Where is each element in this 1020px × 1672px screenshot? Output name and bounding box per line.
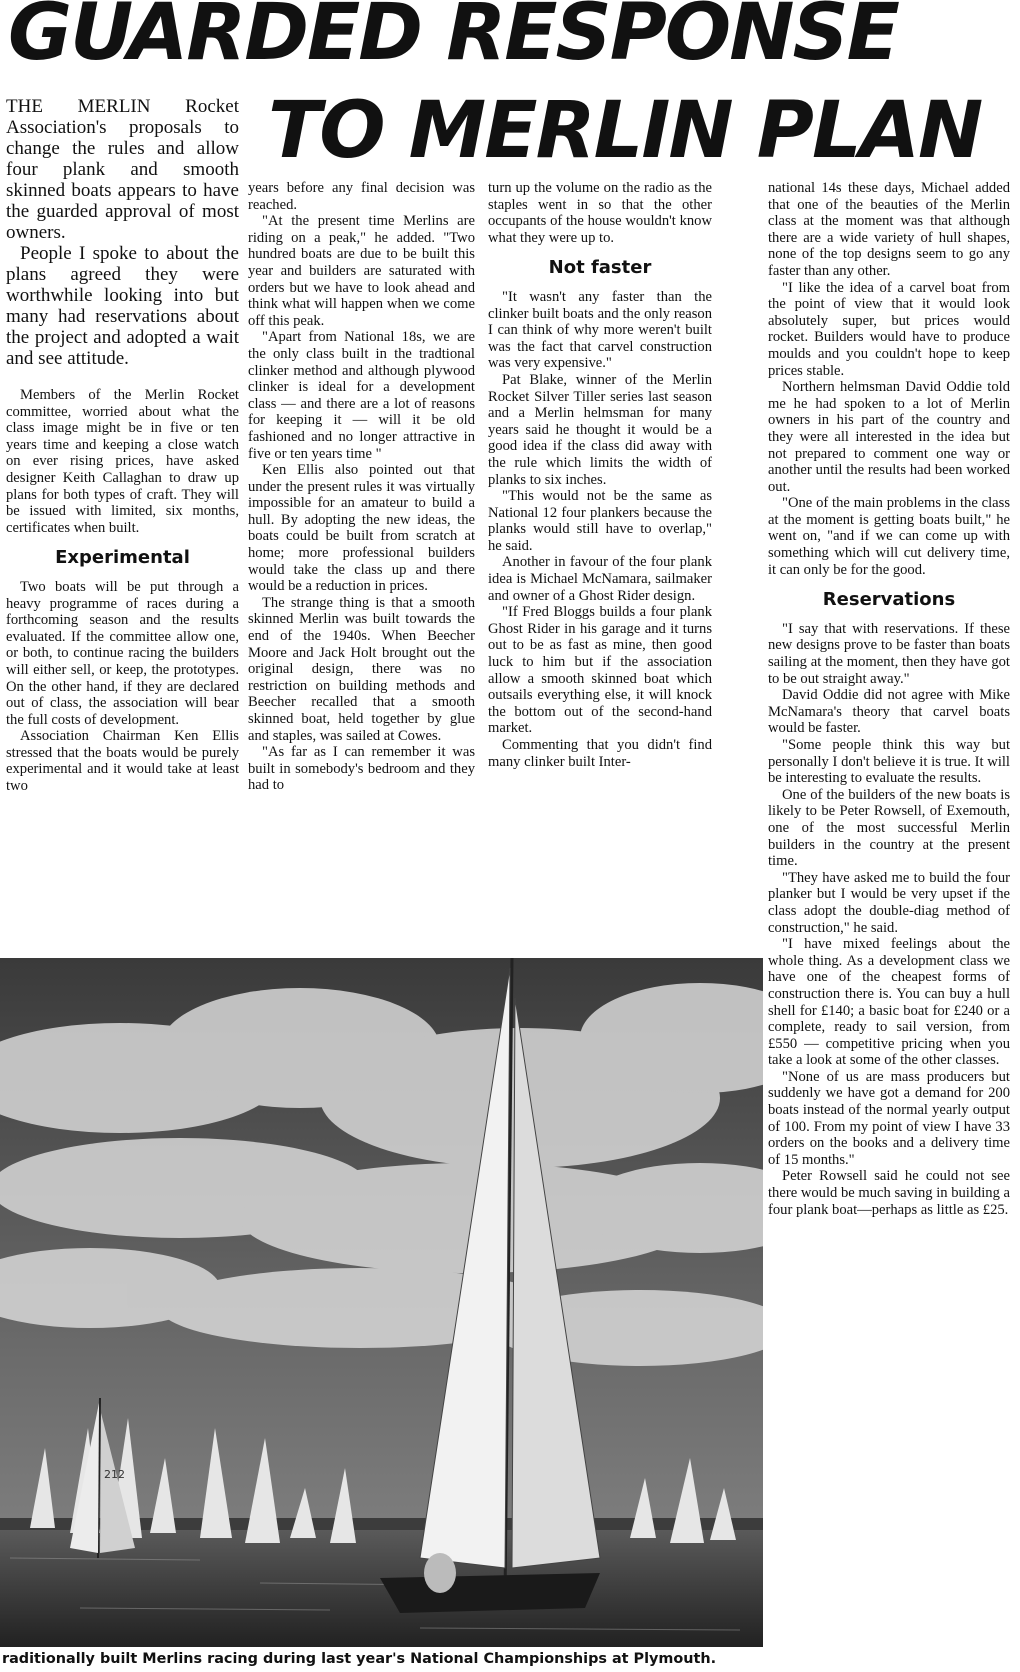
paragraph: turn up the volume on the radio as the staples went in so that the other occupants of the house wouldn't know what they were up to.: [488, 180, 712, 246]
paragraph: "I like the idea of a carvel boat from the point of view that it would look absolutely super, but prices would rocket. Builders would have to produce moulds and you couldn't hope to keep prices stable.: [768, 279, 1010, 379]
paragraph: Two boats will be put through a heavy programme of races during a forthcoming season and the results evaluated. If the committee allow one, or both, to continue racing the builders will either sell, or keep, the prototypes. On the other hand, if they are declared out of class, the association will bear the full costs of development.: [6, 578, 239, 728]
clouds: [0, 983, 763, 1366]
paragraph: "It wasn't any faster than the clinker built boats and the only reason I can think of why more weren't built was the fact that carvel construction was very expensive.": [488, 288, 712, 372]
paragraph: Commenting that you didn't find many clinker built Inter-: [488, 737, 712, 770]
paragraph: "None of us are mass producers but suddenly we have got a demand for 200 boats instead of the normal yearly output of 100. From my point of view I have 33 orders on the books and a delivery time of 15 months.": [768, 1068, 1010, 1168]
paragraph: One of the builders of the new boats is likely to be Peter Rowsell, of Exemouth, one of the most successful Merlin builders in the country at the present time.: [768, 786, 1010, 870]
photo-caption: raditionally built Merlins racing during last year's National Championships at Plymouth.: [0, 1647, 765, 1672]
paragraph: The strange thing is that a smooth skinned Merlin was built towards the end of the 1940s. When Beecher Moore and Jack Holt brought out the original design, there was no restriction on building methods and Beecher recalled that a smooth skinned boat, held together by glue and staples, was sailed at Cowes.: [248, 594, 475, 744]
column-3: [488, 180, 712, 955]
paragraph: "They have asked me to build the four planker but I would be very upset if the class adopt the double-diag method of construction," he said.: [768, 869, 1010, 936]
lead-paragraph-1: THE MERLIN Rocket Association's proposals to change the rules and allow four plank and smooth skinned boats appears to have the guarded approval of most owners.: [6, 96, 239, 243]
paragraph: "One of the main problems in the class at the moment is getting boats built," he went on, "and if we can come up with something which will cut delivery time, it can only be for the good.: [768, 495, 1010, 578]
paragraph: "If Fred Bloggs builds a four plank Ghost Rider in his garage and it turns out to be as fast as mine, then good luck to him but if the association allow a smooth skinned boat which outsails everything else, it will knock the bottom out of the second-hand market.: [488, 604, 712, 737]
paragraph: David Oddie did not agree with Mike McNamara's theory that carvel boats would be faster.: [768, 687, 1010, 737]
lead-paragraph-2: People I spoke to about the plans agreed they were worthwhile looking into but many had reservations about the project and adopted a wait and see attitude.: [6, 243, 239, 369]
column-1: [6, 387, 239, 952]
paragraph: national 14s these days, Michael added that one of the beauties of the Merlin class at the moment was that although there are a wide variety of hull shapes, none of the top designs seem to go any faster than any other.: [768, 180, 1010, 279]
paragraph: "I say that with reservations. If these new designs prove to be faster than boats sailing at the moment, then they have got to be out straight away.": [768, 620, 1010, 687]
sail-number: 212: [104, 1468, 125, 1481]
paragraph: Another in favour of the four plank idea is Michael McNamara, sailmaker and owner of a Ghost Rider design.: [488, 554, 712, 604]
regatta-photo-illustration: [0, 958, 763, 1658]
paragraph: "At the present time Merlins are riding on a peak," he added. "Two hundred boats are due to be built this year and builders are saturated with orders but we have to look ahead and think what will happen when we come off this peak.: [248, 213, 475, 329]
lead-paragraphs: [6, 96, 239, 369]
paragraph: "This would not be the same as National 12 four plankers because the planks would still have to overlap," he said.: [488, 488, 712, 554]
column-2: [248, 180, 475, 955]
paragraph: years before any final decision was reached.: [248, 180, 475, 213]
paragraph: Peter Rowsell said he could not see there would be much saving in building a four plank boat—perhaps as little as £25.: [768, 1168, 1010, 1218]
paragraph: Members of the Merlin Rocket committee, worried about what the class image might be in five or ten years time and keeping a close watch on ever rising prices, have asked designer Keith Callaghan to draw up plans for both types of craft. They will be issued with limited, six months, certificates when built.: [6, 387, 239, 536]
headline-line-2: TO MERLIN PLAN: [268, 86, 982, 176]
paragraph: "Apart from National 18s, we are the only class built in the tradtional clinker method and although plywood clinker is ideal for a development class — and there are a lot of reasons for keeping it — will it be old fashioned and no longer attractive in five or ten years time ": [248, 329, 475, 462]
paragraph: Pat Blake, winner of the Merlin Rocket Silver Tiller series last season and a Merlin helmsman for many years said he thought it would be a good idea if the class did away with the rule which limits the width of planks to six inches.: [488, 371, 712, 488]
paragraph: "Some people think this way but personally I don't believe it is true. It will be interesting to evaluate the results.: [768, 737, 1010, 787]
headline-line-1: GUARDED RESPONSE: [8, 0, 898, 78]
subheading-experimental: Experimental: [55, 547, 190, 569]
paragraph: Association Chairman Ken Ellis stressed that the boats would be purely experimental and it would take at least two: [6, 728, 239, 795]
paragraph: "I have mixed feelings about the whole thing. As a development class we have one of the cheapest forms of construction there is. You can buy a hull shell for £140; a basic boat for £240 or a complete, ready to sail version, from £550 — competitive pricing when you take a look at some of the other classes.: [768, 936, 1010, 1069]
subheading-not-faster: Not faster: [548, 257, 652, 279]
column-4: [768, 180, 1010, 1666]
regatta-photo: [0, 958, 763, 1658]
paragraph: Ken Ellis also pointed out that under the present rules it was virtually impossible for an amateur to build a hull. By adopting the new ideas, the boats could be built from scratch at home; more professional builders would take the class up and there would be a reduction in prices.: [248, 462, 475, 595]
paragraph: "As far as I can remember it was built in somebody's bedroom and they had to: [248, 744, 475, 794]
paragraph: Northern helmsman David Oddie told me he had spoken to a lot of Merlin owners in his part of the country and they were all interested in the idea but not prepared to comment one way or another until the results had been worked out.: [768, 379, 1010, 495]
subheading-reservations: Reservations: [822, 589, 956, 611]
